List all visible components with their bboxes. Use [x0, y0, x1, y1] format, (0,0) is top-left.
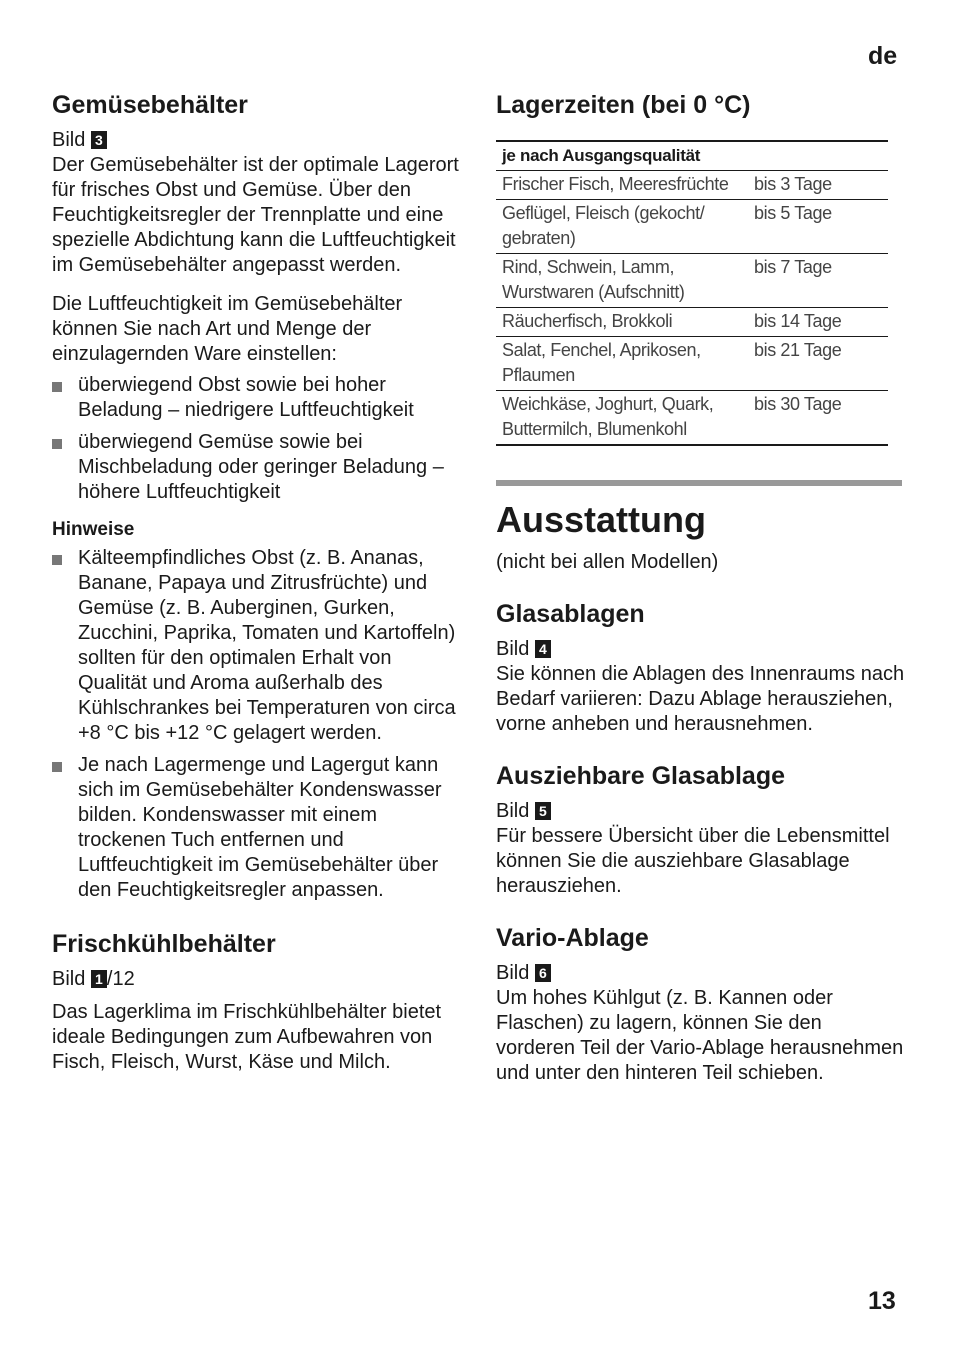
chapter-subtitle: (nicht bei allen Modellen) — [496, 551, 719, 573]
section-title-ausziehbare-glasablage: Ausziehbare Glasablage — [496, 762, 786, 790]
duration-cell: bis 3 Tage — [748, 171, 888, 200]
list-item: überwiegend Gemüse sowie bei Mischbeladung oder geringer Beladung – höhere Luftfeuchtigkeit — [52, 430, 462, 505]
figure-reference — [496, 637, 906, 662]
duration-cell: bis 21 Tage — [748, 337, 888, 391]
table-row — [496, 200, 888, 254]
storage-time-table — [496, 140, 888, 446]
table-row — [496, 171, 888, 200]
figure-number-badge: 4 — [535, 640, 551, 658]
figure-number-badge: 3 — [91, 131, 107, 149]
bullet-square-icon — [52, 439, 62, 449]
section-title-frischkuehlbehaelter: Frischkühlbehälter — [52, 930, 276, 958]
list-item: Je nach Lagermenge und Lagergut kann sich im Gemüsebehälter Kondenswasser bilden. Kondenswasser mit einem trockenen Tuch entfernen und Luftfeuchtigkeit im Gemüsebehälter über den Feuchtigkeitsregler anpassen. — [52, 753, 462, 903]
figure-number-badge: 6 — [535, 964, 551, 982]
bullet-list — [52, 373, 462, 505]
duration-cell: bis 5 Tage — [748, 200, 888, 254]
paragraph: Um hohes Kühlgut (z. B. Kannen oder Flaschen) zu lagern, können Sie den vorderen Teil der Vario-Ablage herausnehmen und unter den hinteren Teil schieben. — [496, 987, 904, 1084]
paragraph: Für bessere Übersicht über die Lebensmittel können Sie die ausziehbare Glasablage herausziehen. — [496, 825, 890, 897]
duration-cell: bis 7 Tage — [748, 254, 888, 308]
figure-reference — [496, 961, 906, 986]
figure-label: Bild — [496, 962, 530, 984]
table-row — [496, 308, 888, 337]
figure-number-badge: 1 — [91, 970, 107, 988]
section-title-vario-ablage: Vario-Ablage — [496, 924, 649, 952]
notes-heading: Hinweise — [52, 519, 135, 540]
paragraph: Das Lagerklima im Frischkühlbehälter bietet ideale Bedingungen zum Aufbewahren von Fisch, Fleisch, Wurst, Käse und Milch. — [52, 1001, 442, 1073]
section-title-glasablagen: Glasablagen — [496, 600, 645, 628]
table-row — [496, 337, 888, 391]
language-label: de — [868, 42, 898, 70]
figure-label: Bild — [496, 638, 530, 660]
bullet-square-icon — [52, 762, 62, 772]
paragraph: Die Luftfeuchtigkeit im Gemüsebehälter können Sie nach Art und Menge der einzulagernden Ware einstellen: — [52, 293, 403, 365]
food-cell: Salat, Fenchel, Aprikosen, Pflaumen — [496, 337, 748, 391]
food-cell: Weichkäse, Joghurt, Quark, Buttermilch, Blumenkohl — [496, 391, 748, 446]
paragraph: Der Gemüsebehälter ist der optimale Lagerort für frisches Obst und Gemüse. Über den Feuchtigkeitsregler der Trennplatte und eine spezielle Abdichtung kann die Luftfeuchtigkeit im Gemüsebehälter angepasst werden. — [52, 154, 459, 276]
food-cell: Rind, Schwein, Lamm, Wurstwaren (Aufschnitt) — [496, 254, 748, 308]
figure-reference — [52, 967, 462, 992]
paragraph: Sie können die Ablagen des Innenraums nach Bedarf variieren: Dazu Ablage herausziehen, vorne anheben und herausnehmen. — [496, 663, 905, 735]
section-divider — [496, 480, 902, 486]
table-header: je nach Ausgangsqualität — [496, 141, 888, 171]
figure-label: Bild — [52, 129, 86, 151]
bullet-square-icon — [52, 555, 62, 565]
figure-reference — [52, 128, 462, 153]
figure-label: Bild — [52, 968, 86, 990]
food-cell: Räucherfisch, Brokkoli — [496, 308, 748, 337]
figure-number-badge: 5 — [535, 802, 551, 820]
left-column — [52, 90, 462, 1075]
table-row — [496, 254, 888, 308]
bullet-square-icon — [52, 382, 62, 392]
list-item: Kälteempfindliches Obst (z. B. Ananas, Banane, Papaya und Zitrusfrüchte) und Gemüse (z. B. Auberginen, Gurken, Zucchini, Paprika, Tomaten und Kartoffeln) sollten für den optimalen Erhalt von Qualität und Aroma außerhalb des Kühlschrankes bei Temperaturen von circa +8 °C bis +12 °C gelagert werden. — [52, 546, 462, 746]
duration-cell: bis 14 Tage — [748, 308, 888, 337]
list-item: überwiegend Obst sowie bei hoher Beladung – niedrigere Luftfeuchtigkeit — [52, 373, 462, 423]
duration-cell: bis 30 Tage — [748, 391, 888, 446]
food-cell: Frischer Fisch, Meeresfrüchte — [496, 171, 748, 200]
table-header-row — [496, 141, 888, 171]
page-number: 13 — [868, 1287, 896, 1315]
food-cell: Geflügel, Fleisch (gekocht/ gebraten) — [496, 200, 748, 254]
chapter-title-ausstattung: Ausstattung — [496, 499, 706, 540]
figure-label: Bild — [496, 800, 530, 822]
section-title-lagerzeiten: Lagerzeiten (bei 0 °C) — [496, 91, 751, 119]
right-column — [496, 90, 906, 1086]
notes-list — [52, 546, 462, 903]
figure-suffix: /12 — [106, 968, 135, 990]
section-title-gemuesebehaelter: Gemüsebehälter — [52, 91, 248, 119]
table-row — [496, 391, 888, 446]
figure-reference — [496, 799, 906, 824]
